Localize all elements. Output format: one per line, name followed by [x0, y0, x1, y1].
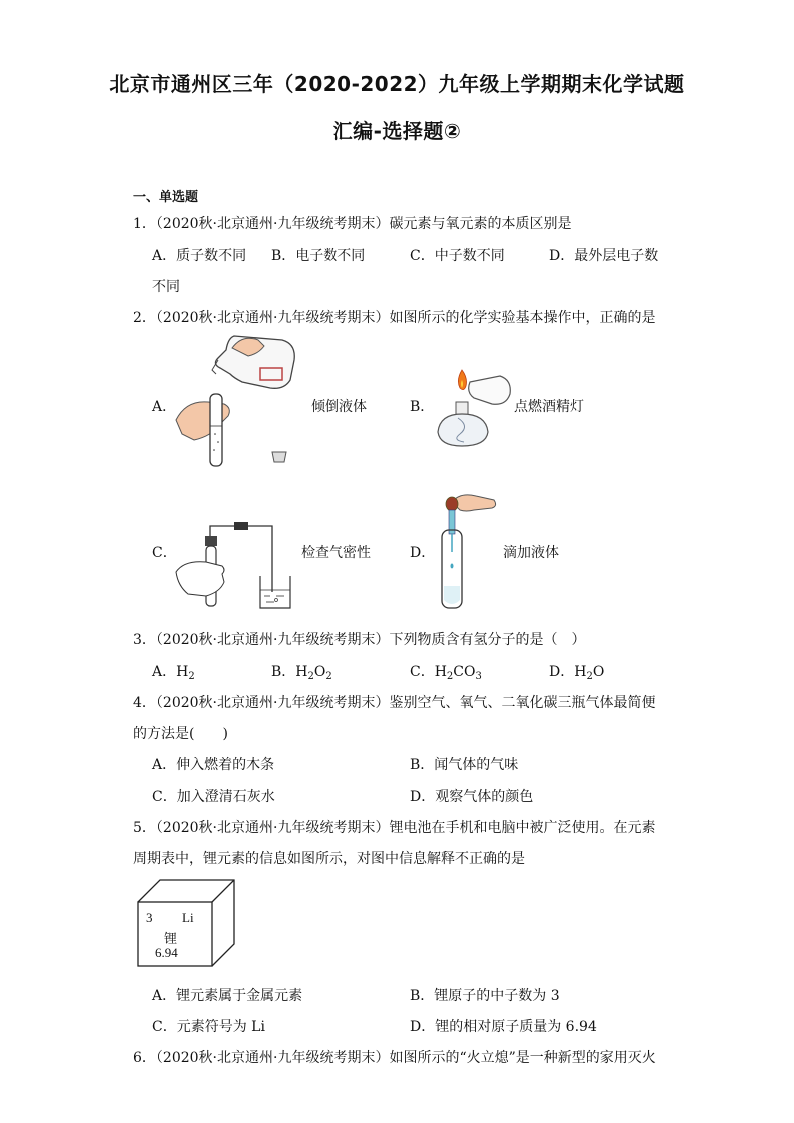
q6-stem: 如图所示的“火立熄”是一种新型的家用灭火: [389, 1050, 656, 1066]
q2-option-d-label: D．: [410, 545, 436, 561]
question-1: [133, 213, 571, 233]
q5-stem-continued: 周期表中，锂元素的信息如图所示，对图中信息解释不正确的是: [133, 851, 525, 867]
q4-option-a: A．伸入燃着的木条: [152, 757, 275, 773]
q4-number: 4．: [133, 695, 156, 711]
q1-option-b: B．电子数不同: [271, 248, 366, 264]
question-6: [133, 1047, 656, 1067]
q2-option-b-caption: 点燃酒精灯: [514, 399, 584, 415]
q5-option-b: B．锂原子的中子数为 3: [410, 988, 560, 1004]
q5-option-a: A．锂元素属于金属元素: [152, 988, 303, 1004]
q1-source: （2020秋·北京通州·九年级统考期末）: [155, 216, 390, 232]
q1-option-c: C．中子数不同: [410, 248, 505, 264]
q4-source: （2020秋·北京通州·九年级统考期末）: [155, 695, 390, 711]
q1-stem: 碳元素与氧元素的本质区别是: [389, 216, 572, 232]
section-heading: 一、单选题: [133, 190, 199, 205]
q5-stem: 锂电池在手机和电脑中被广泛使用。在元素: [389, 820, 656, 836]
alcohol-lamp-figure: [430, 362, 515, 450]
question-2: [133, 307, 655, 327]
element-atomic-number: 3: [146, 910, 153, 925]
q4-stem: 鉴别空气、氧气、二氧化碳三瓶气体最简便: [389, 695, 656, 711]
q4-option-c: C．加入澄清石灰水: [152, 789, 275, 805]
q2-stem: 如图所示的化学实验基本操作中，正确的是: [389, 310, 656, 326]
element-tile: [136, 878, 236, 968]
element-symbol: Li: [182, 910, 194, 925]
q3-option-a: A．$H_2$: [152, 664, 195, 682]
element-atomic-mass: 6.94: [155, 945, 178, 960]
element-name: 锂: [164, 932, 178, 947]
question-4: [133, 692, 655, 712]
q1-option-d: D．最外层电子数: [549, 248, 659, 264]
q3-number: 3．: [133, 632, 156, 648]
q2-number: 2．: [133, 310, 156, 326]
q2-source: （2020秋·北京通州·九年级统考期末）: [155, 310, 390, 326]
drip-liquid-figure: [430, 490, 500, 612]
q6-number: 6．: [133, 1050, 156, 1066]
pour-liquid-figure: [172, 330, 307, 470]
question-3: [133, 629, 585, 649]
q5-source: （2020秋·北京通州·九年级统考期末）: [155, 820, 390, 836]
q3-source: （2020秋·北京通州·九年级统考期末）: [155, 632, 390, 648]
q6-source: （2020秋·北京通州·九年级统考期末）: [155, 1050, 390, 1066]
q2-option-c-label: C．: [152, 545, 177, 561]
q5-number: 5．: [133, 820, 156, 836]
q3-stem: 下列物质含有氢分子的是（ ）: [389, 632, 586, 648]
q5-option-d: D．锂的相对原子质量为 6.94: [410, 1019, 597, 1035]
q1-option-a: A．质子数不同: [152, 248, 247, 264]
q3-option-c: C．$H_2CO_3$: [410, 664, 482, 682]
q3-option-b: B．$H_2O_2$: [271, 664, 332, 682]
q4-option-d: D．观察气体的颜色: [410, 789, 534, 805]
q2-option-a-caption: 倾倒液体: [311, 399, 367, 415]
q1-number: 1．: [133, 216, 156, 232]
q4-stem-continued: 的方法是( ): [133, 726, 228, 742]
q1-option-d-continued: 不同: [152, 279, 180, 295]
airtightness-check-figure: [172, 512, 302, 612]
q5-option-c: C．元素符号为 Li: [152, 1019, 265, 1035]
doc-title-line1: 北京市通州区三年（2020-2022）九年级上学期期末化学试题: [109, 72, 685, 96]
question-5: [133, 817, 655, 837]
q4-option-b: B．闻气体的气味: [410, 757, 519, 773]
q2-option-d-caption: 滴加液体: [503, 545, 559, 561]
q3-option-d: D．$H_2O$: [549, 664, 605, 682]
q2-option-c-caption: 检查气密性: [301, 545, 371, 561]
q2-option-a-label: A．: [152, 399, 177, 415]
q2-option-b-label: B．: [410, 399, 435, 415]
doc-title-line2: 汇编-选择题②: [332, 119, 462, 143]
